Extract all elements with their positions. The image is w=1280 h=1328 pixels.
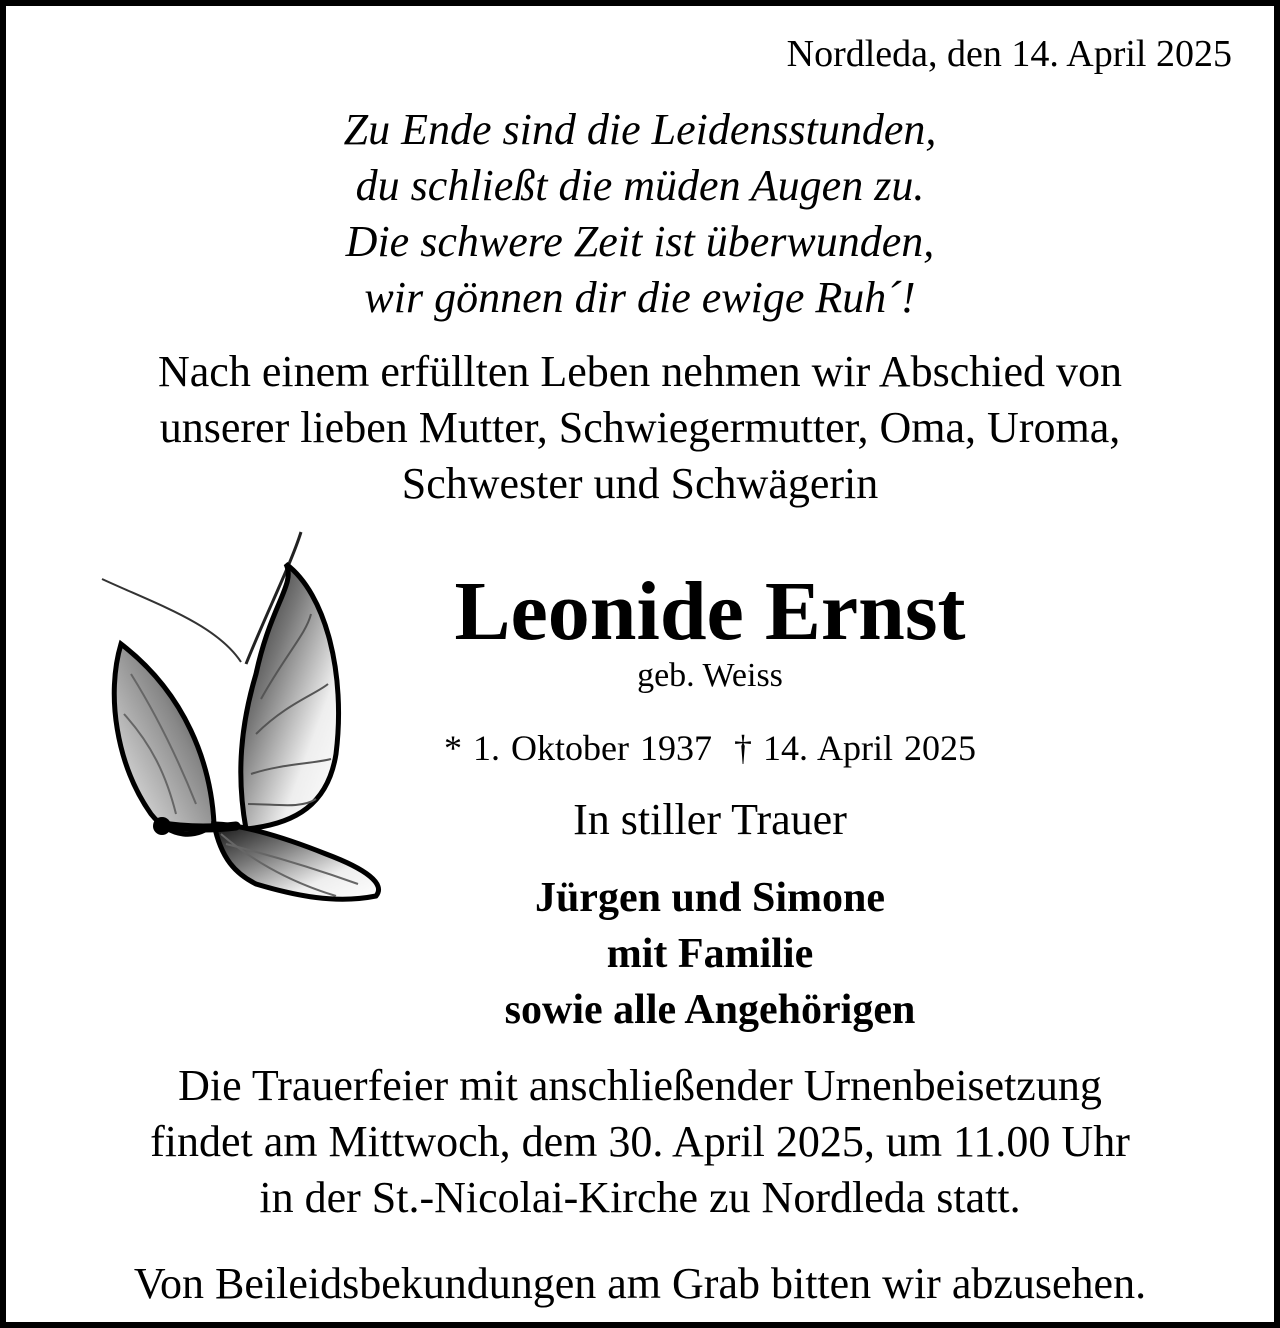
obituary-notice [6,6,1274,1322]
maiden-name: geb. Weiss [637,657,783,694]
mourner-line: Jürgen und Simone [534,875,886,921]
butterfly-icon [96,524,396,914]
service-info [6,1058,1274,1226]
intro-line: Nach einem erfüllten Leben nehmen wir Abschied von [157,347,1122,396]
poem-line: du schließt die müden Augen zu. [355,161,925,210]
intro-line: Schwester und Schwägerin [401,459,879,508]
deceased-name: Leonide Ernst [454,565,966,658]
death-date: † 14. April 2025 [733,728,976,768]
intro-text [6,344,1274,512]
poem-line: wir gönnen dir die ewige Ruh´! [364,273,916,322]
service-line: findet am Mittwoch, dem 30. April 2025, um 11.00 Uhr [150,1117,1130,1166]
life-dates [410,726,1010,770]
poem-line: Die schwere Zeit ist überwunden, [345,217,935,266]
poem [6,102,1274,326]
place-date: Nordleda, den 14. April 2025 [786,33,1232,75]
birth-date: * 1. Oktober 1937 [444,728,712,768]
mourners [410,870,1010,1038]
mourning-line: In stiller Trauer [573,795,847,844]
intro-line: unserer lieben Mutter, Schwiegermutter, Oma, Uroma, [159,403,1121,452]
poem-line: Zu Ende sind die Leidensstunden, [343,105,937,154]
service-line: Die Trauerfeier mit anschließender Urnenbeisetzung [178,1061,1102,1110]
mourner-line: sowie alle Angehörigen [504,987,916,1033]
mourner-line: mit Familie [606,931,814,977]
service-line: in der St.-Nicolai-Kirche zu Nordleda statt. [259,1173,1021,1222]
closing-note: Von Beileidsbekundungen am Grab bitten wir abzusehen. [133,1259,1147,1308]
